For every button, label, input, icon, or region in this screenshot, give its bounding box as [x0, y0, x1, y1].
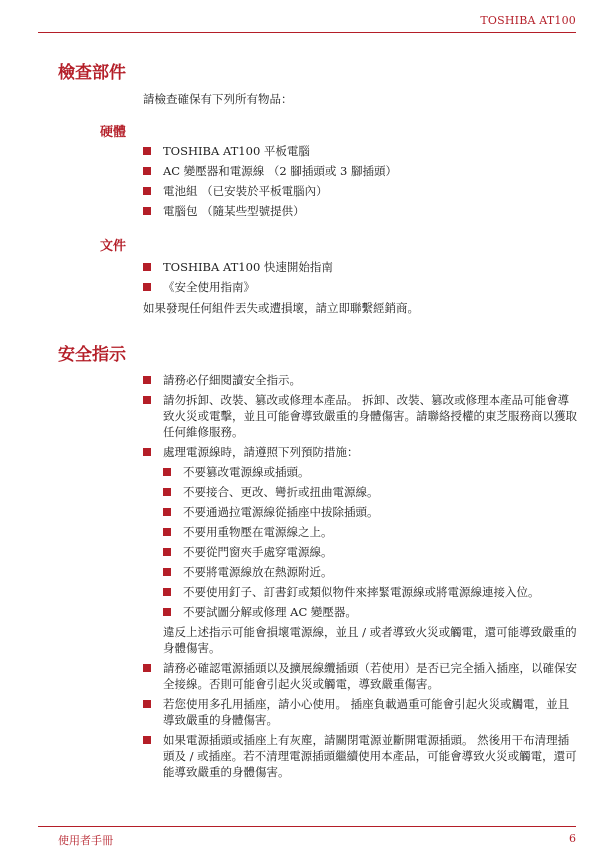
hardware-list-block	[143, 143, 578, 223]
sub-list-item: 不要接合、更改、彎折或扭曲電源線。	[163, 484, 578, 500]
list-item: TOSHIBA AT100 平板電腦	[143, 143, 578, 159]
list-item	[143, 444, 578, 656]
list-item: TOSHIBA AT100 快速開始指南	[143, 259, 578, 275]
list-item: 請務必仔細閱讀安全指示。	[143, 372, 578, 388]
sub-list-item: 不要將電源線放在熱源附近。	[163, 564, 578, 580]
sub-list-item: 不要用重物壓在電源線之上。	[163, 524, 578, 540]
sub-list-item: 不要使用釘子、訂書釘或類似物件來摔緊電源線或將電源線連接入位。	[163, 584, 578, 600]
header-title: TOSHIBA AT100	[480, 14, 576, 27]
sub-list-item: 不要從門窗夾手處穿電源線。	[163, 544, 578, 560]
sub-list-item: 不要試圖分解或修理 AC 變壓器。	[163, 604, 578, 620]
list-item: 請務必確認電源插頭以及擴展線纜插頭（若使用）是否已完全插入插座，以確保安全接線。否則可能會引起火災或觸電，導致嚴重傷害。	[143, 660, 578, 692]
list-item: 請勿拆卸、改裝、篡改或修理本產品。 拆卸、改裝、篡改或修理本產品可能會導致火災或電擊，並且可能會導致嚴重的身體傷害。請聯絡授權的東芝服務商以獲取任何維修服務。	[143, 392, 578, 440]
section-title-safety: 安全指示	[58, 345, 126, 365]
check-intro: 請檢查確保有下列所有物品：	[143, 92, 293, 106]
list-item: 電池組 （已安裝於平板電腦內）	[143, 183, 578, 199]
subsection-title-hardware: 硬體	[100, 125, 127, 140]
list-item: 電腦包 （隨某些型號提供）	[143, 203, 578, 219]
page-number: 6	[569, 832, 576, 845]
footer-rule	[38, 826, 576, 827]
docs-list	[143, 259, 578, 295]
list-item: 若您使用多孔用插座，請小心使用。 插座負載過重可能會引起火災或觸電，並且導致嚴重的身體傷害。	[143, 696, 578, 728]
safety-list-block	[143, 372, 578, 784]
safety-list	[143, 372, 578, 780]
power-cord-sublist	[163, 464, 578, 620]
docs-list-block	[143, 259, 578, 299]
footer-title: 使用者手冊	[58, 834, 113, 847]
list-item: AC 變壓器和電源線 （2 腳插頭或 3 腳插頭）	[143, 163, 578, 179]
list-item: 《安全使用指南》	[143, 279, 578, 295]
list-item: 如果電源插頭或插座上有灰塵，請關閉電源並斷開電源插頭。 然後用干布清理插頭及 / 或插座。若不清理電源插頭繼續使用本產品，可能會導致火災或觸電，還可能導致嚴重的身體傷害。	[143, 732, 578, 780]
hardware-list	[143, 143, 578, 219]
section-title-check-parts: 檢查部件	[58, 63, 126, 83]
list-item-text: 處理電源線時，請遵照下列預防措施：	[163, 445, 359, 459]
docs-note: 如果發現任何組件丟失或遭損壞，請立即聯繫經銷商。	[143, 301, 419, 315]
subsection-title-docs: 文件	[100, 239, 127, 254]
sub-list-item: 不要篡改電源線或插頭。	[163, 464, 578, 480]
sub-note: 違反上述指示可能會損壞電源線，並且 / 或者導致火災或觸電，還可能導致嚴重的身體傷害。	[163, 625, 577, 655]
sub-list-item: 不要通過拉電源線從插座中拔除插頭。	[163, 504, 578, 520]
header-rule	[38, 32, 576, 33]
